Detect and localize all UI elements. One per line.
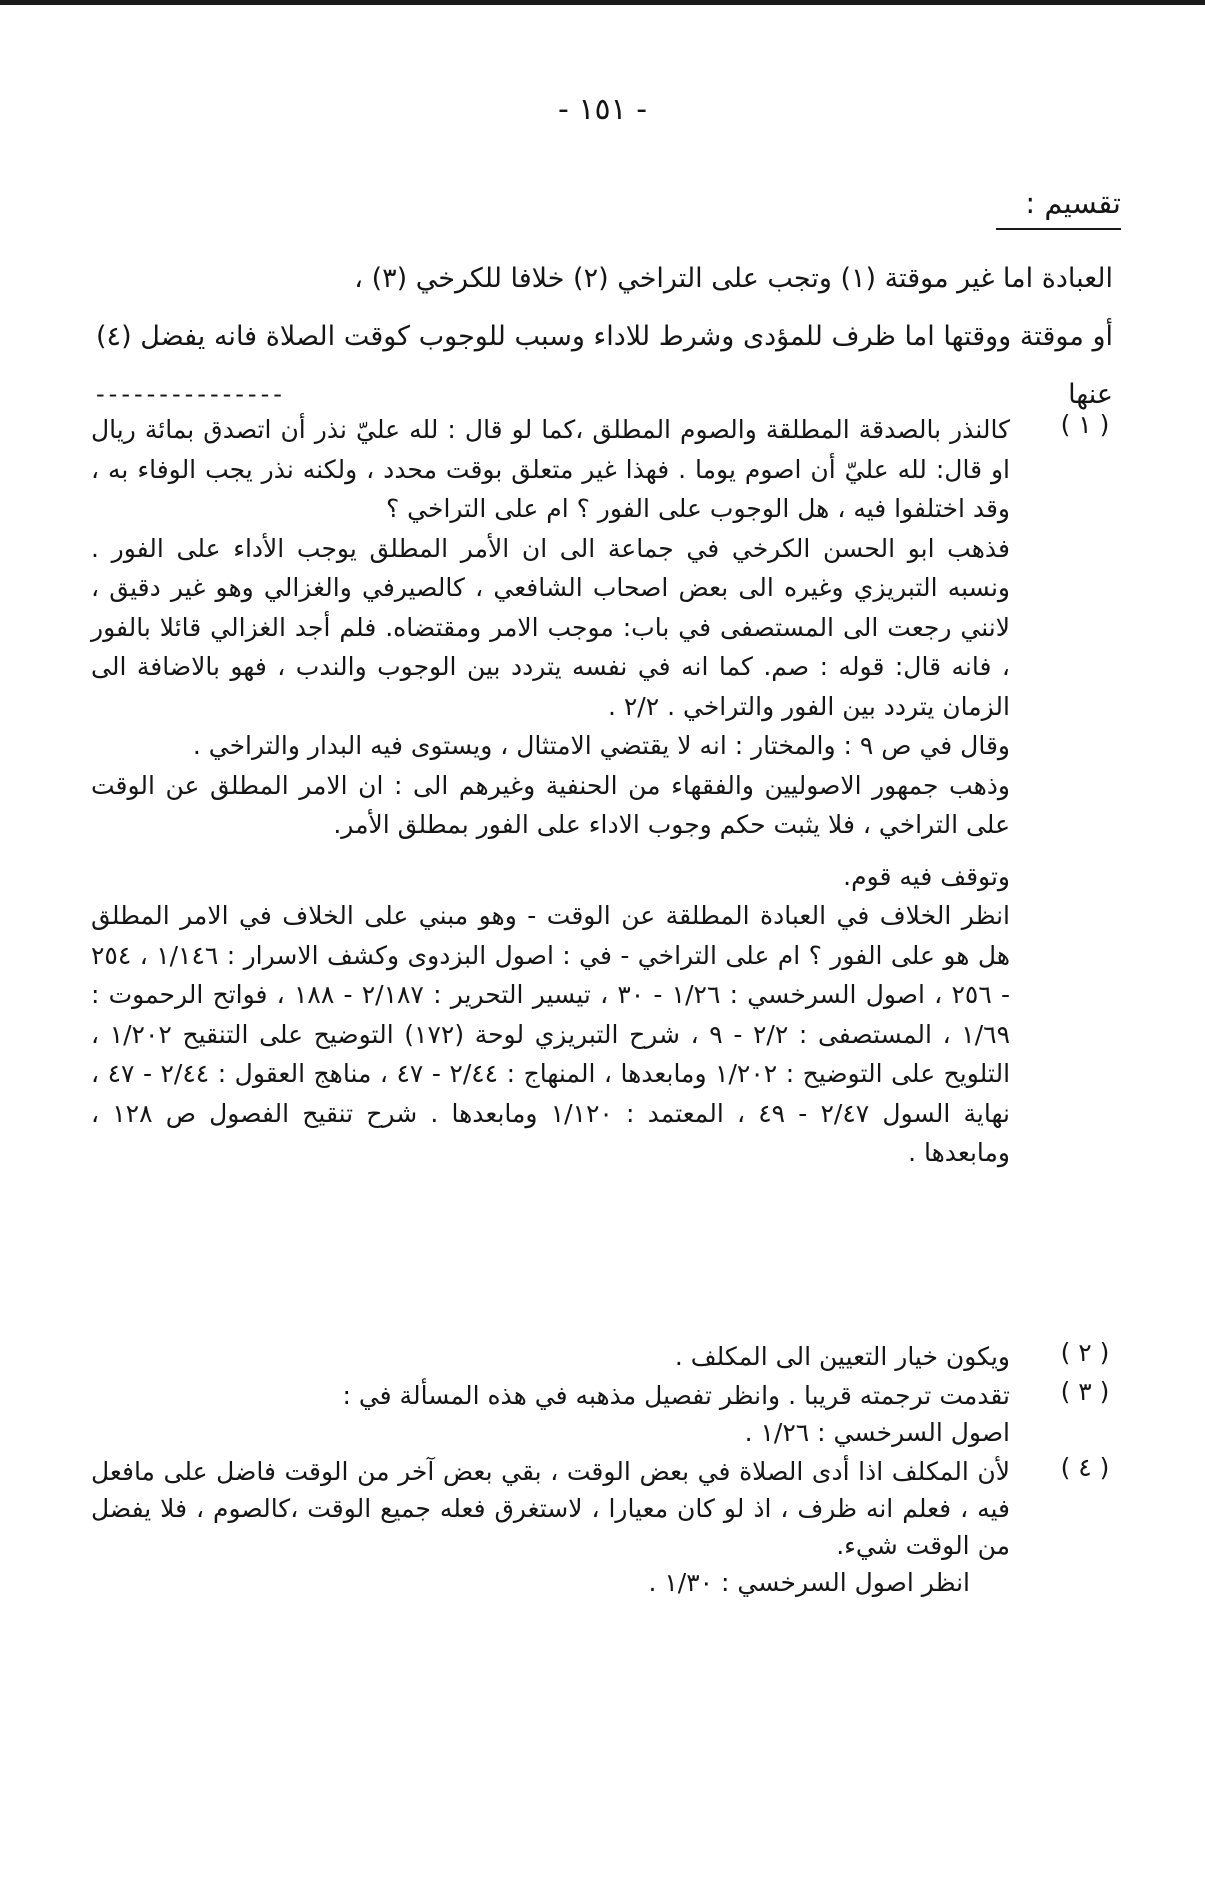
footnote-paragraph: وذهب جمهور الاصوليين والفقهاء من الحنفية وغيرهم الى : ان الامر المطلق عن الوقت على التراخي ، فلا يثبت حكم وجوب الاداء على الفور بمطلق الأمر. <box>91 770 1010 839</box>
footnote-body <box>91 410 1010 1173</box>
footnote-paragraph: وقال في ص ٩ : والمختار : انه لا يقتضي الامتثال ، ويستوى فيه البدار والتراخي . <box>192 731 1010 760</box>
section-heading: تقسيم : <box>996 186 1121 230</box>
footnote-paragraph: كالنذر بالصدقة المطلقة والصوم المطلق ،كما لو قال : لله عليّ نذر أن اتصدق بمائة ريال او قال: لله عليّ أن اصوم يوما . فهذا غير متعلق بوقت محدد ، ولكنه نذر يجب الوفاء به ، وقد اختلفوا فيه ، هل الوجوب على الفور ؟ ام على التراخي ؟ <box>91 415 1010 523</box>
footnote-marker: ( ٤ ) <box>1060 1453 1110 1482</box>
page-number: - ١٥١ - <box>557 92 648 127</box>
footnote-paragraph: ويكون خيار التعيين الى المكلف . <box>674 1342 1010 1371</box>
footnote-marker: ( ٣ ) <box>1060 1377 1110 1406</box>
footnote-paragraph: لأن المكلف اذا أدى الصلاة في بعض الوقت ، بقي بعض آخر من الوقت فاضل على مافعل فيه ، فعلم انه ظرف ، اذ لو كان معيارا ، لاستغرق فعله جميع الوقت ،كالصوم ، فلا يفضل من الوقت شيء. <box>91 1457 1010 1560</box>
footnote-paragraph: انظر الخلاف في العبادة المطلقة عن الوقت - وهو مبني على الخلاف في الامر المطلق هل هو على الفور ؟ ام على التراخي - في : اصول البزدوى وكشف الاسرار : ١/١٤٦ ، ٢٥٤ - ٢٥٦ ، اصول السرخسي : ١/٢٦ - ٣٠ ، تيسير التحرير : ٢/١٨٧ - ١٨٨ ، فواتح الرحموت : ١/٦٩ ، المستصفى : ٢/٢ - ٩ ، شرح التبريزي لوحة (١٧٢) التوضيح على التنقيح ١/٢٠٢ ، التلويح على التوضيح : ١/٢٠٢ ومابعدها ، المنهاج : ٢/٤٤ - ٤٧ ، مناهج العقول : ٢/٤٤ - ٤٧ ، نهاية السول ٢/٤٧ - ٤٩ ، المعتمد : ١/١٢٠ ومابعدها . شرح تنقيح الفصول ص ١٢٨ ، ومابعدها . <box>91 901 1011 1167</box>
footnote-paragraph: فذهب ابو الحسن الكرخي في جماعة الى ان الأمر المطلق يوجب الأداء على الفور . ونسبه التبريزي وغيره الى بعض اصحاب الشافعي ، كالصيرفي والغزالي وهو غير دقيق ، لانني رجعت الى المستصفى في باب: موجب الامر ومقتضاه. فلم أجد الغزالي قائلا بالفور ، فانه قال: قوله : صم. كما انه في نفسه يتردد بين الوجوب والندب ، فهو بالاضافة الى الزمان يتردد بين الفور والتراخي . ٢/٢ . <box>91 533 1010 721</box>
footnote-body <box>91 1453 1010 1601</box>
footnote-3 <box>91 1377 1115 1451</box>
footnote-1 <box>91 410 1115 1173</box>
footnote-paragraph: وتوقف فيه قوم. <box>843 861 1010 891</box>
footnote-body <box>91 1377 1010 1451</box>
footnote-divider: --------------- <box>96 380 286 408</box>
main-line: العبادة اما غير موقتة (١) وتجب على التراخي (٢) خلافا للكرخي (٣) ، <box>354 263 1113 294</box>
scan-edge <box>0 0 1205 5</box>
footnote-marker: ( ١ ) <box>1060 410 1110 439</box>
footnote-body <box>91 1338 1010 1375</box>
footnote-2 <box>91 1338 1115 1375</box>
footnote-marker: ( ٢ ) <box>1060 1338 1110 1367</box>
main-line: أو موقتة ووقتها اما ظرف للمؤدى وشرط للاداء وسبب للوجوب كوقت الصلاة فانه يفضل (٤) عنها <box>96 321 1113 410</box>
footnote-paragraph: اصول السرخسي : ١/٢٦ . <box>744 1418 1010 1447</box>
footnote-paragraph: تقدمت ترجمته قريبا . وانظر تفصيل مذهبه في هذه المسألة في : <box>342 1381 1010 1410</box>
footnote-4 <box>91 1453 1115 1601</box>
footnote-paragraph: انظر اصول السرخسي : ١/٣٠ . <box>648 1568 970 1597</box>
